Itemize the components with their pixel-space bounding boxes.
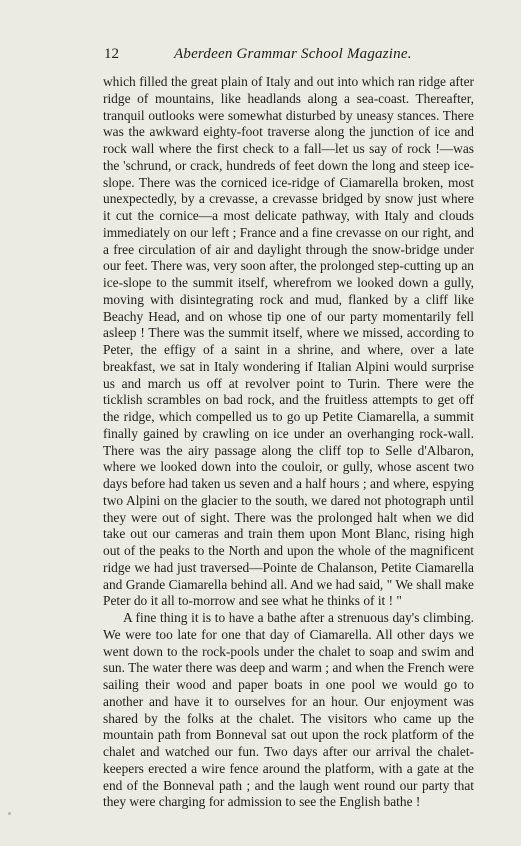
paragraph-2: A fine thing it is to have a bathe after a strenuous day's climbing. We were too late for one that day of Ciamarella. All other days we went down to the rock-pools under the chalet to soap and swim and sun. The water there was deep and warm ; and when the French were sailing their wood and paper boats in one pool we would go to another and have it to ourselves for an hour. Our enjoyment was shared by the folks at the chalet. The visitors who came up the mountain path from Bonneval sat out upon the rock platform of the chalet and watched our fun. Two days after our arrival the chalet-keepers erected a wire fence around the platform, with a gate at the end of the Bonneval path ; and the laugh went round our party that they were charging for admission to see the English bathe !: [103, 610, 474, 810]
paper-speck: [8, 812, 11, 815]
running-head: [104, 46, 474, 66]
paragraph-1: which filled the great plain of Italy and out into which ran ridge after ridge of mountains, like headlands along a sea-coast. Thereafter, tranquil outlooks were somewhat disturbed by uneasy stances. There was the awkward eighty-foot traverse along the junction of ice and rock wall where the first check to a fall—let us say of rock !—was the 'schrund, or crack, hundreds of feet down the long and steep ice-slope. There was the corniced ice-ridge of Ciamarella broken, most unexpectedly, by a crevasse, a crevasse bridged by snow just where it cut the cornice—a most delicate pathway, with Italy and clouds immediately on our left ; France and a fine crevasse on our right, and a free circulation of air and daylight through the snow-bridge under our feet. There was, very soon after, the prolonged step-cutting up an ice-slope to the summit itself, wherefrom we looked down a gully, moving with disintegrating rock and mud, flanked by a cliff like Beachy Head, and on whose tip one of our party momentarily fell asleep ! There was the summit itself, where we missed, according to Peter, the effigy of a saint in a shrine, and where, over a late breakfast, we sat in Italy wondering if Italian Alpini would surprise us and march us off at revolver point to Turin. There were the ticklish scrambles on bad rock, and the fruitless attempts to get off the ridge, which compelled us to go up Petite Ciamarella, a summit finally gained by crawling on ice under an overhanging rock-wall. There was the airy passage along the cliff top to Selle d'Albaron, where we looked down into the couloir, or gully, whose ascent two days before had taken us seven and a half hours ; and where, espying two Alpini on the glacier to the south, we dared not photograph until they were out of sight. There was the prolonged halt when we did take out our cameras and train them upon Mont Blanc, rising high out of the peaks to the North and upon the whole of the magnificent ridge we had just traversed—Pointe de Chalanson, Petite Ciamarella and Grande Ciamarella behind all. And we had said, " We shall make Peter do it all to-morrow and see what he thinks of it ! ": [103, 74, 474, 609]
journal-title: Aberdeen Grammar School Magazine.: [174, 46, 412, 62]
article-body: [103, 74, 474, 811]
page-number: 12: [104, 46, 119, 62]
